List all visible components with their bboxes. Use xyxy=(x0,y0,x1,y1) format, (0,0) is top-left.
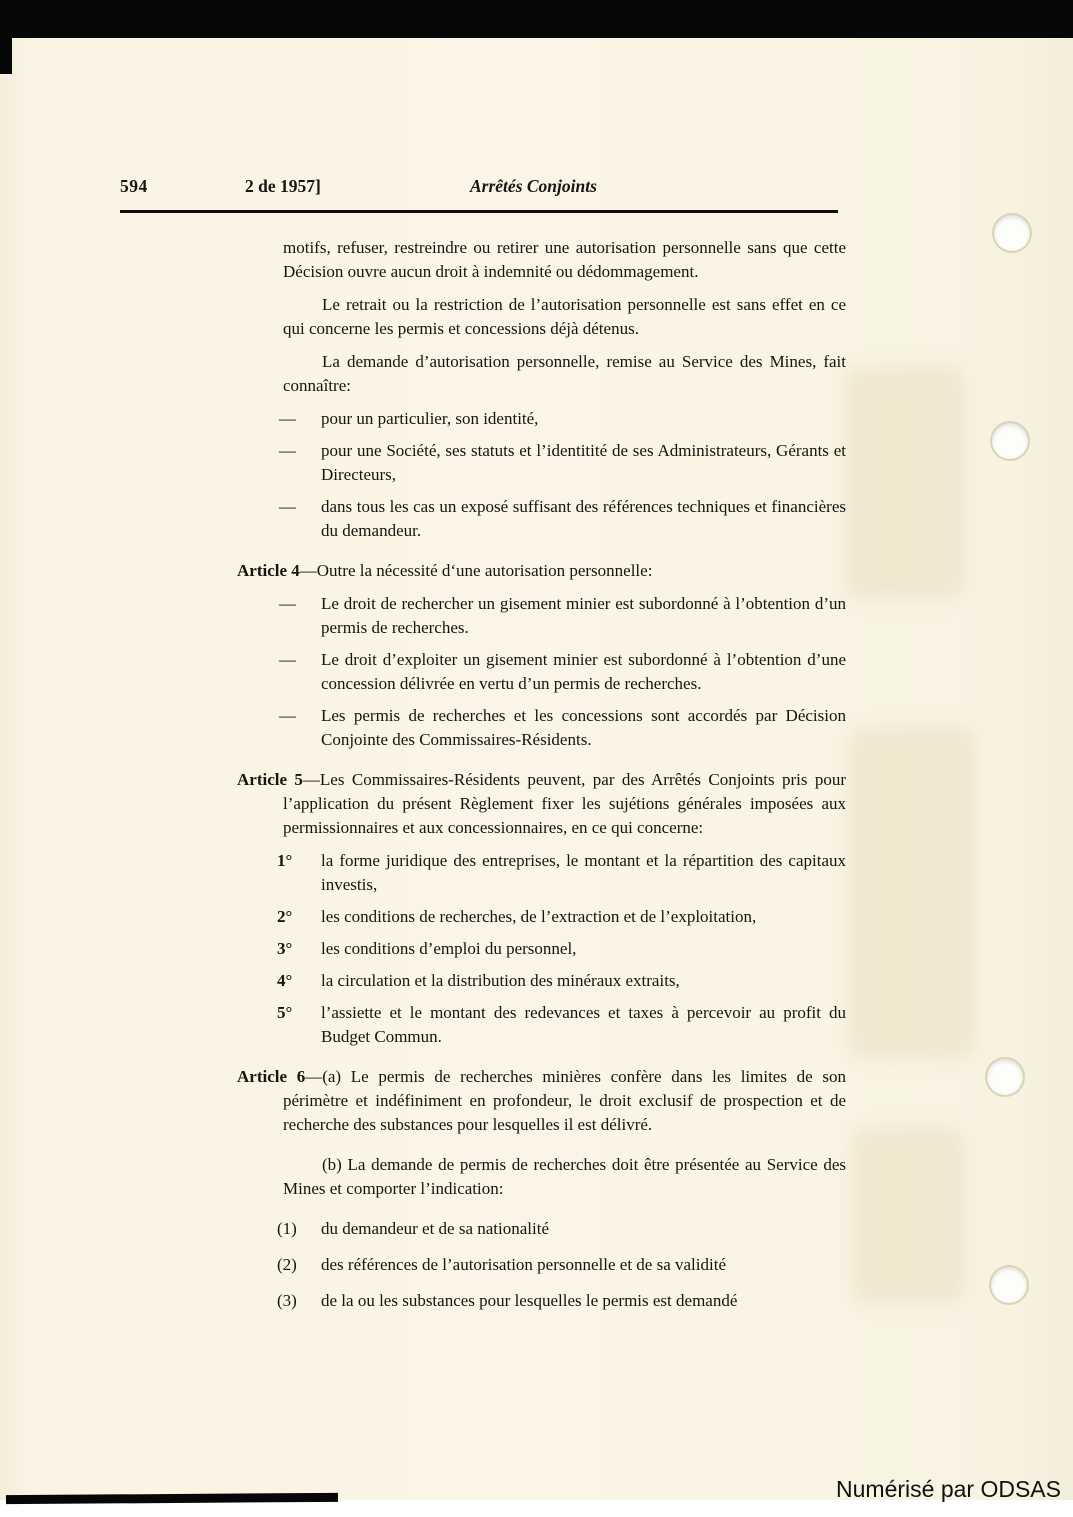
number-marker: 5° xyxy=(277,1003,293,1022)
number-marker: 4° xyxy=(277,971,293,990)
paragraph-article6-b: (b) La demande de permis de recherches doit être présentée au Service des Mines et comporter l’indication: xyxy=(283,1155,846,1198)
list-item xyxy=(279,592,846,640)
punch-hole xyxy=(992,423,1028,459)
dash-marker: — xyxy=(279,650,296,669)
list-item-text: des références de l’autorisation personnelle et de sa validité xyxy=(321,1255,726,1274)
list-item-text: Les permis de recherches et les concessions sont accordés par Décision Conjointe des Commissaires-Résidents. xyxy=(321,706,846,749)
list-item xyxy=(277,1217,846,1241)
page-header xyxy=(120,176,845,202)
list-item xyxy=(279,648,846,696)
article-6-heading xyxy=(237,1065,846,1137)
list-item xyxy=(277,849,846,897)
dash-marker: — xyxy=(279,706,296,725)
number-marker: 2° xyxy=(277,907,293,926)
page-content xyxy=(237,236,846,1325)
page-number: 594 xyxy=(120,176,148,196)
list-item xyxy=(277,905,846,929)
list-item-text: du demandeur et de sa nationalité xyxy=(321,1219,549,1238)
scan-stain xyxy=(850,728,975,1058)
list-item-text: les conditions d’emploi du personnel, xyxy=(321,939,577,958)
scan-credit: Numérisé par ODSAS xyxy=(836,1476,1061,1502)
dash-marker: — xyxy=(279,497,296,516)
scan-stain xyxy=(852,1128,964,1303)
dash-marker: — xyxy=(279,594,296,613)
paren-marker: (3) xyxy=(277,1291,297,1310)
list-item xyxy=(277,1001,846,1049)
punch-hole xyxy=(991,1267,1027,1303)
list-item-text: Le droit d’exploiter un gisement minier est subordonné à l’obtention d’une concession délivrée en vertu d’un permis de recherches. xyxy=(321,650,846,693)
scan-stain xyxy=(845,368,965,598)
number-marker: 1° xyxy=(277,851,293,870)
list-item xyxy=(279,439,846,487)
list-item-text: de la ou les substances pour lesquelles le permis est demandé xyxy=(321,1291,738,1310)
article-label: Article 4 xyxy=(237,561,300,580)
number-marker: 3° xyxy=(277,939,293,958)
article-intro: —Les Commissaires-Résidents peuvent, par des Arrêtés Conjoints pris pour l’application du présent Règlement fixer les sujétions générales imposées aux permissionnaires et aux concessionnaires, en ce qui concerne: xyxy=(283,770,846,837)
list-item-text: l’assiette et le montant des redevances et taxes à percevoir au profit du Budget Commun. xyxy=(321,1003,846,1046)
list-item-text: dans tous les cas un exposé suffisant des références techniques et financières du demandeur. xyxy=(321,497,846,540)
list-item-text: Le droit de rechercher un gisement minier est subordonné à l’obtention d’un permis de recherches. xyxy=(321,594,846,637)
article-label: Article 6 xyxy=(237,1067,306,1086)
edition-label: 2 de 1957] xyxy=(245,176,321,196)
list-item-text: pour une Société, ses statuts et l’identitité de ses Administrateurs, Gérants et Directeurs, xyxy=(321,441,846,484)
paren-marker: (2) xyxy=(277,1255,297,1274)
list-item xyxy=(277,969,846,993)
scan-artifact-top-bar xyxy=(0,0,1073,38)
paren-marker: (1) xyxy=(277,1219,297,1238)
paragraph-continuation: motifs, refuser, restreindre ou retirer une autorisation personnelle sans que cette Décision ouvre aucun droit à indemnité ou dédommagement. xyxy=(283,238,846,281)
list-item xyxy=(279,704,846,752)
list-item xyxy=(277,937,846,961)
list-item-text: les conditions de recherches, de l’extraction et de l’exploitation, xyxy=(321,907,757,926)
punch-hole xyxy=(994,215,1030,251)
list-item-text: pour un particulier, son identité, xyxy=(321,409,539,428)
article-intro: —(a) Le permis de recherches minières confère dans les limites de son périmètre et indéfiniment en profondeur, le droit exclusif de prospection et de recherche des substances pour lesquelles il est délivré. xyxy=(283,1067,846,1134)
scan-artifact-bottom-line xyxy=(6,1493,338,1504)
article-5-heading xyxy=(237,768,846,840)
article-intro: —Outre la nécessité d‘une autorisation personnelle: xyxy=(299,561,653,580)
list-item-text: la circulation et la distribution des minéraux extraits, xyxy=(321,971,680,990)
article-4-heading xyxy=(237,559,846,583)
list-item xyxy=(279,407,846,431)
paragraph-demande: La demande d’autorisation personnelle, remise au Service des Mines, fait connaître: xyxy=(283,352,846,395)
scan-artifact-left-bar xyxy=(0,0,12,74)
journal-title: Arrêtés Conjoints xyxy=(470,176,597,196)
article-label: Article 5 xyxy=(237,770,303,789)
page xyxy=(0,38,1073,1500)
list-item xyxy=(277,1253,846,1277)
dash-marker: — xyxy=(279,409,296,428)
list-item xyxy=(279,495,846,543)
punch-hole xyxy=(987,1059,1023,1095)
list-item xyxy=(277,1289,846,1313)
header-rule xyxy=(120,210,838,213)
dash-marker: — xyxy=(279,441,296,460)
list-item-text: la forme juridique des entreprises, le montant et la répartition des capitaux investis, xyxy=(321,851,846,894)
paragraph-retrait: Le retrait ou la restriction de l’autorisation personnelle est sans effet en ce qui concerne les permis et concessions déjà détenus. xyxy=(283,295,846,338)
